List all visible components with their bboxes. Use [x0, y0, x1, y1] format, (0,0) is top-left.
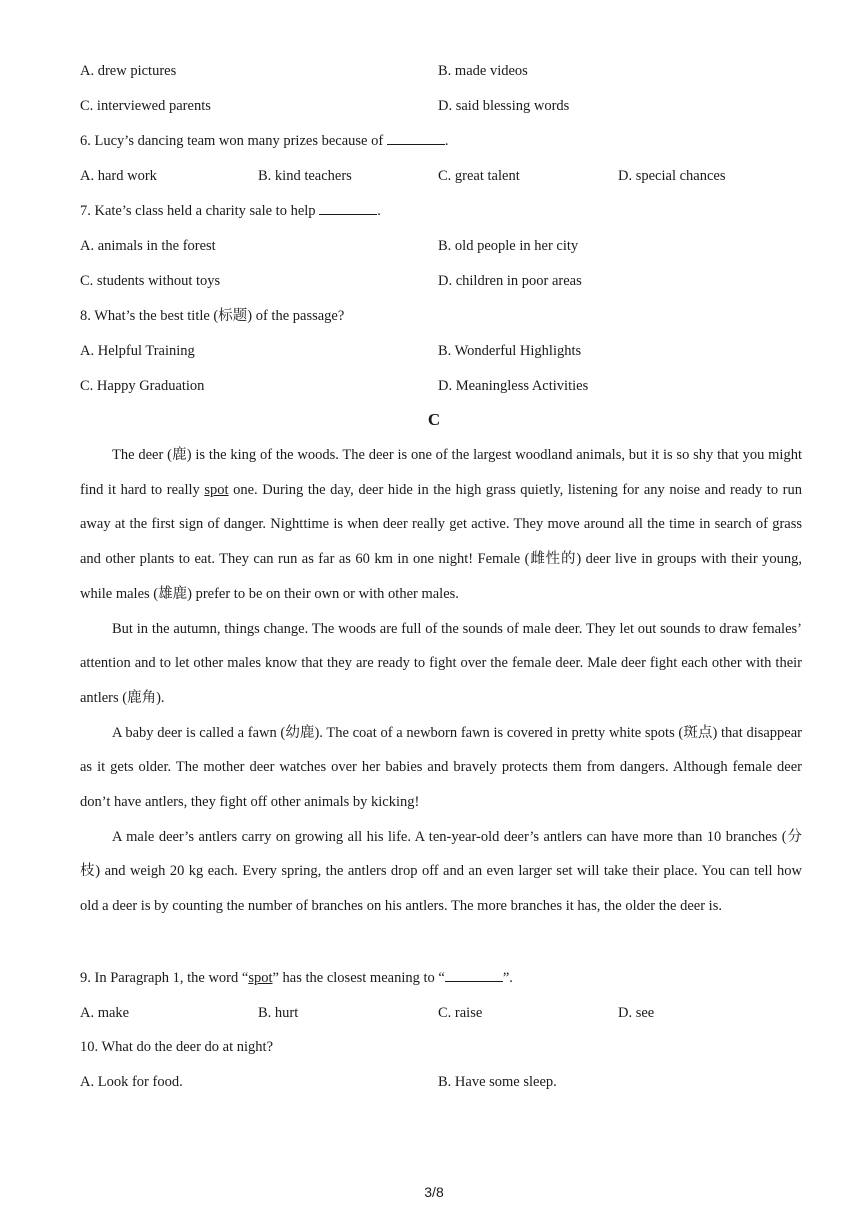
- q9-option-b[interactable]: B. hurt: [258, 1005, 299, 1021]
- q10-option-b[interactable]: B. Have some sleep.: [438, 1074, 557, 1090]
- q5-option-d[interactable]: D. said blessing words: [438, 98, 570, 114]
- q5-option-c[interactable]: C. interviewed parents: [80, 98, 211, 114]
- q9-option-a[interactable]: A. make: [80, 1005, 130, 1021]
- q7-options-row-1: [80, 235, 820, 257]
- q6-stem-end: .: [444, 133, 449, 149]
- q5-option-a[interactable]: A. drew pictures: [80, 63, 177, 79]
- q9-option-d[interactable]: D. see: [618, 1005, 655, 1021]
- p1-text-start: The deer (鹿) is the king of the woods. The deer is one of the largest woodland animals, but it is so shy that you might find it hard to really: [80, 447, 802, 498]
- q8-stem: 8. What’s the best title (标题) of the passage?: [80, 308, 345, 324]
- q9-option-c[interactable]: C. raise: [438, 1005, 483, 1021]
- q9-options: [80, 1002, 820, 1024]
- q6-option-c[interactable]: C. great talent: [438, 168, 520, 184]
- passage-paragraph-1: [80, 438, 802, 612]
- q9-stem-end: ”.: [502, 970, 513, 986]
- passage-paragraph-3: A baby deer is called a fawn (幼鹿). The coat of a newborn fawn is covered in pretty white spots (斑点) that disappear as it gets older. The mother deer watches over her babies and bravely protects them from dangers. Although female deer don’t have antlers, they fight off other animals by kicking!: [80, 724, 802, 811]
- q6-option-d[interactable]: D. special chances: [618, 168, 726, 184]
- p1-text-end: one. During the day, deer hide in the high grass quietly, listening for any noise and ready to run away at the first sign of danger. Nighttime is when deer really get active. They move around all the time in search of grass and other plants to eat. They can run as far as 60 km in one night! Female (雌性的) deer live in groups with their young, while males (雄鹿) prefer to be on their own or with other males.: [80, 481, 802, 602]
- q10-option-a[interactable]: A. Look for food.: [80, 1074, 183, 1090]
- q9-stem-mid: ” has the closest meaning to “: [272, 970, 445, 986]
- spot-word: spot: [204, 481, 229, 498]
- q9-answer-blank: [445, 967, 503, 982]
- passage-paragraph-4: A male deer’s antlers carry on growing all his life. A ten-year-old deer’s antlers can have more than 10 branches (分枝) and weigh 20 kg each. Every spring, the antlers drop off and an even larger set will take their place. You can tell how old a deer is by counting the number of branches on his antlers. The more branches it has, the older the deer is.: [80, 828, 802, 915]
- q6-stem-text: 6. Lucy’s dancing team won many prizes because of: [80, 133, 384, 149]
- q7-stem-text: 7. Kate’s class held a charity sale to help: [80, 203, 316, 219]
- q8-option-b[interactable]: B. Wonderful Highlights: [438, 343, 582, 359]
- q10-stem: 10. What do the deer do at night?: [80, 1039, 274, 1055]
- q7-stem-end: .: [377, 203, 381, 219]
- q5-options-row-1: [80, 60, 820, 82]
- q9-stem-word: spot: [248, 970, 273, 986]
- q7-answer-blank: [319, 200, 377, 215]
- q7-stem: [80, 200, 381, 222]
- q8-option-d[interactable]: D. Meaningless Activities: [438, 378, 589, 394]
- q10-options: [80, 1071, 820, 1093]
- q6-options: [80, 165, 820, 187]
- passage-paragraph-2: But in the autumn, things change. The woods are full of the sounds of male deer. They let out sounds to draw females’ attention and to let other males know that they are ready to fight over the female deer. Male deer fight each other with their antlers (鹿角).: [80, 620, 802, 706]
- q5-option-b[interactable]: B. made videos: [438, 63, 528, 79]
- page-number: 3/8: [424, 1184, 444, 1200]
- reading-passage: [80, 438, 802, 924]
- q8-options-row-2: [80, 375, 820, 397]
- q9-stem: [80, 967, 513, 989]
- q6-option-a[interactable]: A. hard work: [80, 168, 157, 184]
- q8-options-row-1: [80, 340, 820, 362]
- q7-options-row-2: [80, 270, 820, 292]
- q7-option-c[interactable]: C. students without toys: [80, 273, 221, 289]
- q8-option-a[interactable]: A. Helpful Training: [80, 343, 195, 359]
- section-heading: C: [427, 410, 441, 429]
- q5-options-row-2: [80, 95, 820, 117]
- q7-option-d[interactable]: D. children in poor areas: [438, 273, 582, 289]
- q7-option-b[interactable]: B. old people in her city: [438, 238, 579, 254]
- q7-option-a[interactable]: A. animals in the forest: [80, 238, 216, 254]
- q6-answer-blank: [387, 130, 445, 145]
- q6-option-b[interactable]: B. kind teachers: [258, 168, 352, 184]
- q9-stem-start: 9. In Paragraph 1, the word “: [80, 970, 249, 986]
- q8-option-c[interactable]: C. Happy Graduation: [80, 378, 205, 394]
- q6-stem: [80, 130, 448, 152]
